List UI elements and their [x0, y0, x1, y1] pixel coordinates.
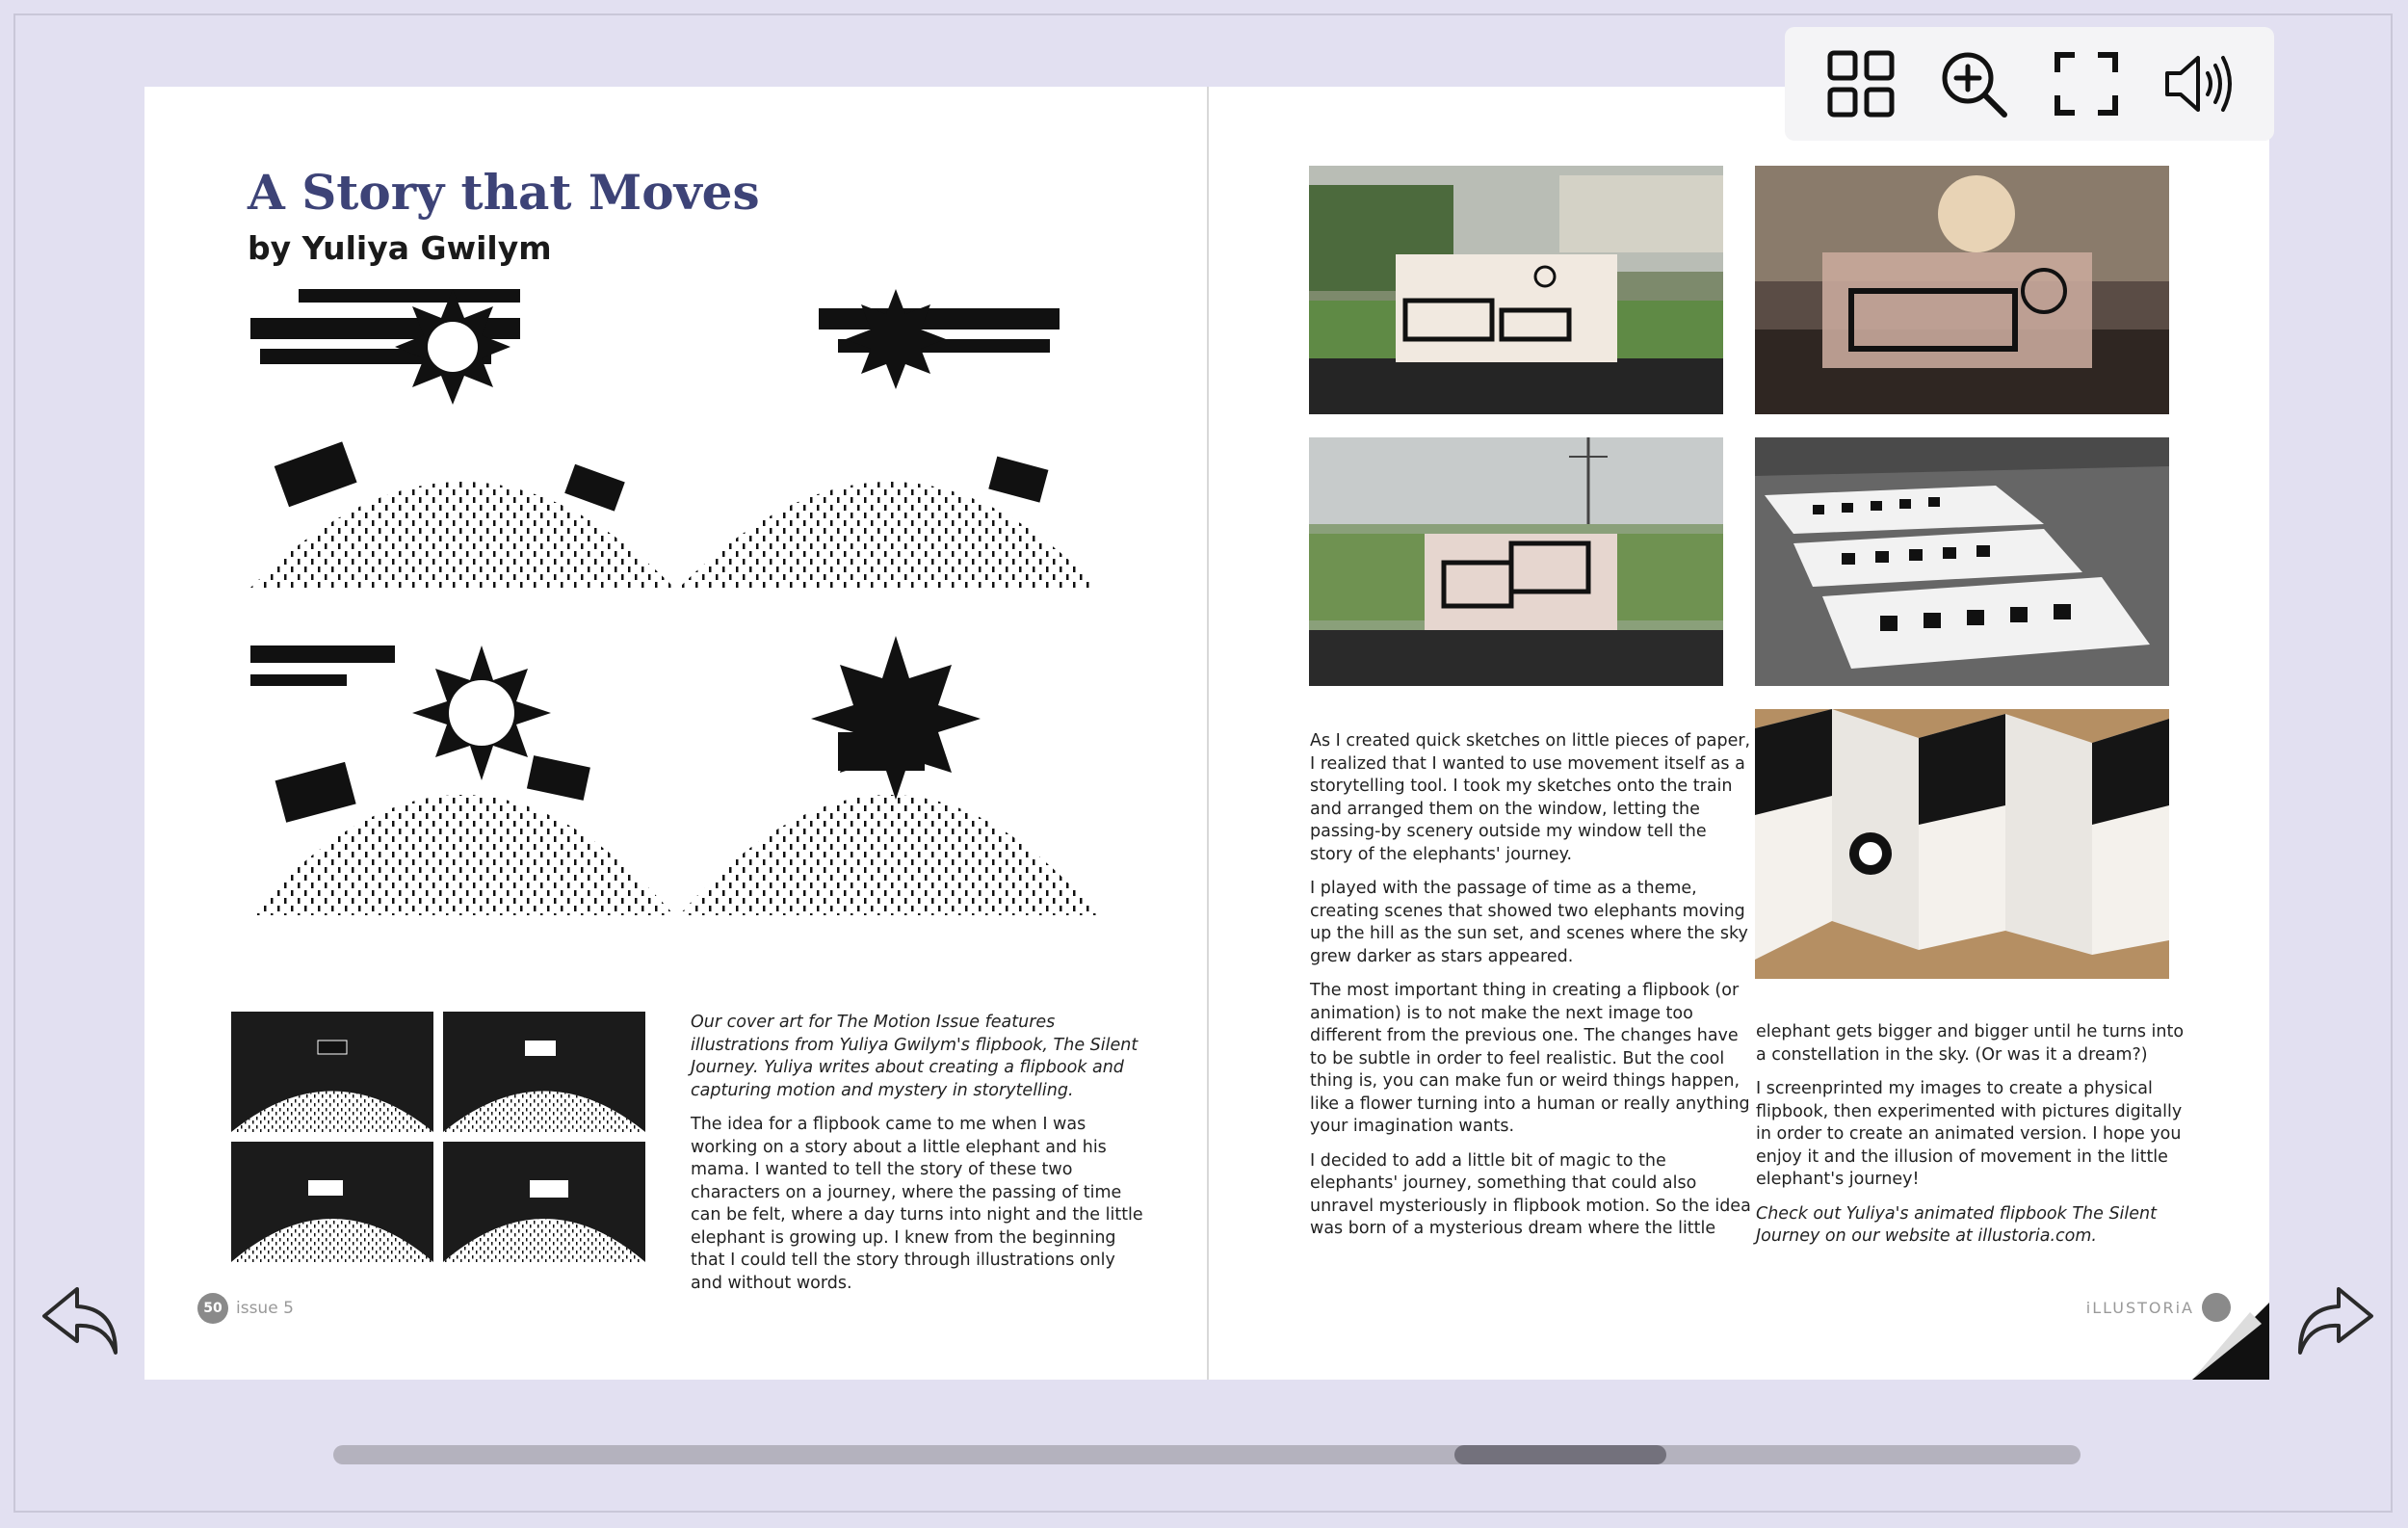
- intro-paragraph: Our cover art for The Motion Issue features illustrations from Yuliya Gwilym's flipbook, The Silent Journey. Yuliya writes about creating a flipbook and capturing motion and mystery in storytelling.: [691, 1013, 1139, 1100]
- right-column-1-text: [1310, 730, 1753, 1252]
- photo-accordion-flipbook: [1755, 709, 2169, 979]
- photo-sunset-window: [1755, 166, 2169, 414]
- body-paragraph: I screenprinted my images to create a physical flipbook, then experimented with pictures digitally in order to create an animated version. I hope you enjoy it and the illusion of movement in the little elephant's journey!: [1756, 1079, 2183, 1189]
- body-paragraph: I played with the passage of time as a theme, creating scenes that showed two elephants moving up the hill as the sun set, and scenes where the sky grew darker as stars appeared.: [1310, 879, 1748, 966]
- grid-view-button[interactable]: [1819, 42, 1902, 125]
- arrow-forward-icon: [2300, 1289, 2371, 1353]
- body-paragraph: As I created quick sketches on little pieces of paper, I realized that I wanted to use movement itself as a storytelling tool. I took my sketches onto the train and arranged them on the window, letting the passing-by scenery outside my window tell the story of the elephants' journey.: [1310, 731, 1751, 864]
- body-paragraph: elephant gets bigger and bigger until he turns into a constellation in the sky. (Or was it a dream?): [1756, 1022, 2185, 1065]
- page-footer-left: [197, 1293, 294, 1324]
- fullscreen-button[interactable]: [2045, 42, 2128, 125]
- speaker-icon: [2163, 50, 2235, 118]
- flipbook-illustration: [241, 279, 1108, 1002]
- page-number-badge: 50: [197, 1293, 228, 1324]
- brand-label: iLLUSTORiA: [2085, 1298, 2194, 1317]
- left-page: [144, 87, 1207, 1380]
- scrollbar-thumb[interactable]: [1454, 1445, 1666, 1464]
- right-column-2-text: [1756, 1021, 2199, 1260]
- left-column-text: [691, 1012, 1143, 1306]
- article-byline: by Yuliya Gwilym: [248, 229, 552, 267]
- body-paragraph: The idea for a flipbook came to me when I was working on a story about a little elephant and his mama. I wanted to tell the story of these two characters on a journey, where the passing of time can be felt, where a day turns into night and the little elephant is growing up. I knew from the beginning that I could tell the story through illustrations only and without words.: [691, 1115, 1143, 1293]
- page-scrollbar[interactable]: [333, 1445, 2081, 1464]
- zoom-in-icon: [1939, 49, 2008, 119]
- page-curl-corner[interactable]: [2192, 1303, 2269, 1380]
- next-page-button[interactable]: [2290, 1281, 2377, 1358]
- body-paragraph: The most important thing in creating a flipbook (or animation) is to not make the next image too different from the previous one. The changes have to be subtle in order to feel realistic. But the cool thing is, you can make fun or weird things happen, like a flower turning into a human or really anything your imagination wants.: [1310, 981, 1750, 1136]
- right-page: [1207, 87, 2269, 1380]
- issue-label: issue 5: [236, 1299, 294, 1318]
- viewer-toolbar: [1785, 27, 2274, 141]
- photo-train-window-1: [1309, 166, 1723, 414]
- closing-paragraph: Check out Yuliya's animated flipbook The Silent Journey on our website at illustoria.com.: [1756, 1203, 2157, 1246]
- previous-page-button[interactable]: [39, 1281, 125, 1358]
- grid-icon: [1827, 50, 1895, 118]
- article-title: A Story that Moves: [248, 164, 760, 221]
- zoom-in-button[interactable]: [1932, 42, 2015, 125]
- fullscreen-icon: [2054, 51, 2119, 117]
- audio-button[interactable]: [2158, 42, 2240, 125]
- photo-screenprints-table: [1755, 437, 2169, 686]
- body-paragraph: I decided to add a little bit of magic to the elephants' journey, something that could also unravel mysteriously in flipbook motion. So the idea was born of a mysterious dream where the little: [1310, 1150, 1751, 1238]
- flipbook-thumbnails: [231, 1012, 645, 1262]
- arrow-back-icon: [44, 1289, 116, 1353]
- photo-train-window-2: [1309, 437, 1723, 686]
